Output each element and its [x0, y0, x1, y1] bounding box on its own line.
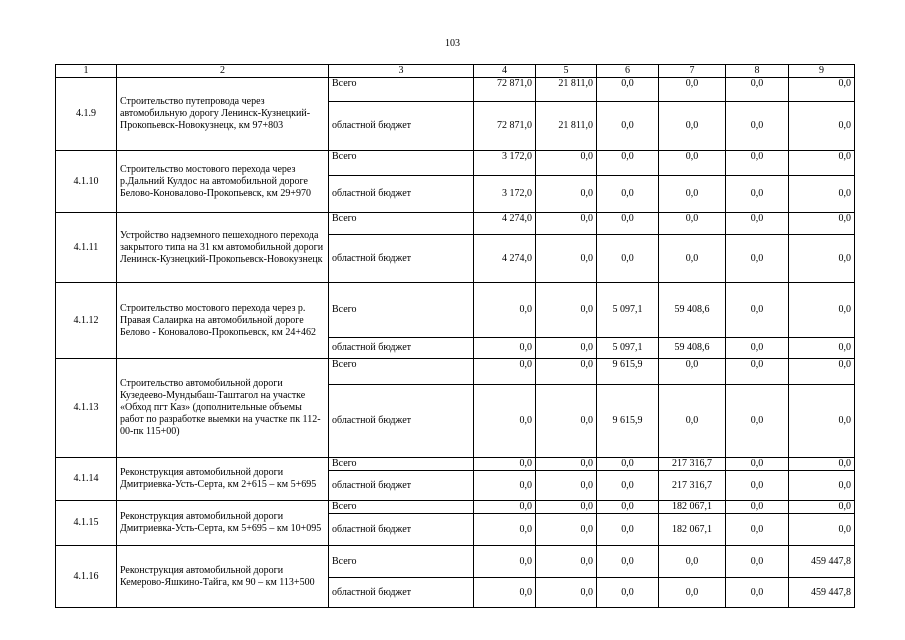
header-cell: 8 [726, 65, 789, 78]
item-name: Строительство мостового перехода через р. Правая Салаирка на автомобильной дороге Белово - Коновалово-Прокопьевск, км 24+462 [117, 283, 329, 359]
amount-cell: 0,0 [474, 385, 536, 458]
item-code: 4.1.13 [56, 359, 117, 458]
amount-cell: 0,0 [474, 578, 536, 608]
funding-source: Всего [329, 458, 474, 471]
amount-cell: 0,0 [659, 176, 726, 213]
amount-cell: 0,0 [597, 458, 659, 471]
amount-cell: 0,0 [474, 514, 536, 546]
amount-cell: 0,0 [536, 213, 597, 235]
amount-cell: 0,0 [536, 514, 597, 546]
header-cell: 5 [536, 65, 597, 78]
amount-cell: 0,0 [789, 213, 855, 235]
amount-cell: 0,0 [597, 151, 659, 176]
amount-cell: 459 447,8 [789, 546, 855, 578]
item-code: 4.1.14 [56, 458, 117, 501]
amount-cell: 0,0 [726, 385, 789, 458]
amount-cell: 0,0 [597, 213, 659, 235]
amount-cell: 0,0 [597, 501, 659, 514]
funding-source: Всего [329, 359, 474, 385]
amount-cell: 0,0 [789, 78, 855, 102]
amount-cell: 0,0 [789, 458, 855, 471]
amount-cell: 0,0 [474, 471, 536, 501]
amount-cell: 0,0 [597, 102, 659, 151]
item-code: 4.1.10 [56, 151, 117, 213]
amount-cell: 0,0 [597, 514, 659, 546]
table-row [56, 458, 855, 471]
amount-cell: 4 274,0 [474, 235, 536, 283]
item-name: Строительство автомобильной дороги Кузедеево-Мундыбаш-Таштагол на участке «Обход пгт Каз» (дополнительные объемы работ по разработке выемки на участке пк 112-00-пк 115+00) [117, 359, 329, 458]
amount-cell: 0,0 [726, 359, 789, 385]
header-cell: 1 [56, 65, 117, 78]
amount-cell: 182 067,1 [659, 514, 726, 546]
amount-cell: 217 316,7 [659, 471, 726, 501]
amount-cell: 0,0 [597, 578, 659, 608]
amount-cell: 4 274,0 [474, 213, 536, 235]
amount-cell: 217 316,7 [659, 458, 726, 471]
table-row [56, 501, 855, 514]
amount-cell: 0,0 [474, 458, 536, 471]
funding-source: областной бюджет [329, 514, 474, 546]
item-name: Строительство путепровода через автомобильную дорогу Ленинск-Кузнецкий-Прокопьевск-Новокузнецк, км 97+803 [117, 78, 329, 151]
amount-cell: 0,0 [536, 471, 597, 501]
amount-cell: 72 871,0 [474, 78, 536, 102]
table-body [56, 78, 855, 608]
amount-cell: 0,0 [726, 471, 789, 501]
amount-cell: 0,0 [726, 235, 789, 283]
amount-cell: 0,0 [536, 338, 597, 359]
item-name: Строительство мостового перехода через р.Дальний Кулдос на автомобильной дороге Белово-Коновалово-Прокопьевск, км 29+970 [117, 151, 329, 213]
amount-cell: 0,0 [726, 151, 789, 176]
amount-cell: 0,0 [789, 359, 855, 385]
item-name: Реконструкция автомобильной дороги Дмитриевка-Усть-Серта, км 5+695 – км 10+095 [117, 501, 329, 546]
amount-cell: 0,0 [789, 235, 855, 283]
item-name: Устройство надземного пешеходного перехода закрытого типа на 31 км автомобильной дороги Ленинск-Кузнецкий-Прокопьевск-Новокузнецк [117, 213, 329, 283]
amount-cell: 459 447,8 [789, 578, 855, 608]
amount-cell: 0,0 [789, 514, 855, 546]
funding-source: областной бюджет [329, 338, 474, 359]
amount-cell: 0,0 [536, 283, 597, 338]
item-name: Реконструкция автомобильной дороги Дмитриевка-Усть-Серта, км 2+615 – км 5+695 [117, 458, 329, 501]
amount-cell: 0,0 [726, 458, 789, 471]
header-cell: 7 [659, 65, 726, 78]
amount-cell: 0,0 [789, 501, 855, 514]
amount-cell: 0,0 [536, 235, 597, 283]
table-row [56, 546, 855, 578]
amount-cell: 0,0 [789, 151, 855, 176]
amount-cell: 0,0 [474, 283, 536, 338]
amount-cell: 0,0 [659, 385, 726, 458]
amount-cell: 0,0 [726, 514, 789, 546]
table-row [56, 213, 855, 235]
header-cell: 3 [329, 65, 474, 78]
amount-cell: 9 615,9 [597, 359, 659, 385]
item-code: 4.1.12 [56, 283, 117, 359]
amount-cell: 0,0 [659, 78, 726, 102]
amount-cell: 0,0 [659, 235, 726, 283]
amount-cell: 0,0 [659, 359, 726, 385]
item-code: 4.1.11 [56, 213, 117, 283]
amount-cell: 0,0 [597, 176, 659, 213]
page-number: 103 [445, 38, 460, 49]
amount-cell: 3 172,0 [474, 176, 536, 213]
funding-source: Всего [329, 78, 474, 102]
amount-cell: 9 615,9 [597, 385, 659, 458]
amount-cell: 21 811,0 [536, 102, 597, 151]
amount-cell: 0,0 [789, 176, 855, 213]
amount-cell: 21 811,0 [536, 78, 597, 102]
amount-cell: 0,0 [789, 102, 855, 151]
funding-source: областной бюджет [329, 102, 474, 151]
amount-cell: 0,0 [726, 501, 789, 514]
funding-source: Всего [329, 151, 474, 176]
amount-cell: 0,0 [726, 102, 789, 151]
funding-source: областной бюджет [329, 385, 474, 458]
amount-cell: 0,0 [597, 78, 659, 102]
amount-cell: 0,0 [536, 578, 597, 608]
item-code: 4.1.15 [56, 501, 117, 546]
amount-cell: 72 871,0 [474, 102, 536, 151]
header-cell: 9 [789, 65, 855, 78]
amount-cell: 0,0 [659, 546, 726, 578]
funding-source: Всего [329, 213, 474, 235]
amount-cell: 0,0 [536, 501, 597, 514]
amount-cell: 0,0 [597, 235, 659, 283]
funding-source: Всего [329, 501, 474, 514]
amount-cell: 0,0 [726, 78, 789, 102]
amount-cell: 0,0 [726, 176, 789, 213]
table-row [56, 151, 855, 176]
amount-cell: 0,0 [536, 385, 597, 458]
amount-cell: 0,0 [474, 338, 536, 359]
header-cell: 2 [117, 65, 329, 78]
amount-cell: 0,0 [659, 102, 726, 151]
amount-cell: 0,0 [726, 283, 789, 338]
amount-cell: 0,0 [536, 176, 597, 213]
amount-cell: 0,0 [659, 578, 726, 608]
item-code: 4.1.16 [56, 546, 117, 608]
amount-cell: 0,0 [789, 283, 855, 338]
funding-source: областной бюджет [329, 235, 474, 283]
amount-cell: 0,0 [536, 359, 597, 385]
table-row [56, 78, 855, 102]
amount-cell: 3 172,0 [474, 151, 536, 176]
amount-cell: 0,0 [726, 338, 789, 359]
amount-cell: 0,0 [726, 546, 789, 578]
funding-source: областной бюджет [329, 176, 474, 213]
amount-cell: 59 408,6 [659, 338, 726, 359]
amount-cell: 0,0 [789, 338, 855, 359]
budget-table [55, 64, 855, 608]
amount-cell: 0,0 [474, 501, 536, 514]
header-cell: 6 [597, 65, 659, 78]
amount-cell: 0,0 [789, 385, 855, 458]
item-code: 4.1.9 [56, 78, 117, 151]
amount-cell: 182 067,1 [659, 501, 726, 514]
amount-cell: 5 097,1 [597, 283, 659, 338]
amount-cell: 0,0 [474, 546, 536, 578]
amount-cell: 0,0 [536, 151, 597, 176]
amount-cell: 5 097,1 [597, 338, 659, 359]
header-row [56, 65, 855, 78]
funding-source: Всего [329, 283, 474, 338]
amount-cell: 0,0 [789, 471, 855, 501]
table-row [56, 283, 855, 338]
amount-cell: 0,0 [536, 546, 597, 578]
amount-cell: 0,0 [597, 546, 659, 578]
amount-cell: 0,0 [659, 213, 726, 235]
funding-source: областной бюджет [329, 471, 474, 501]
amount-cell: 0,0 [536, 458, 597, 471]
amount-cell: 0,0 [474, 359, 536, 385]
header-cell: 4 [474, 65, 536, 78]
funding-source: Всего [329, 546, 474, 578]
funding-source: областной бюджет [329, 578, 474, 608]
amount-cell: 59 408,6 [659, 283, 726, 338]
item-name: Реконструкция автомобильной дороги Кемерово-Яшкино-Тайга, км 90 – км 113+500 [117, 546, 329, 608]
amount-cell: 0,0 [597, 471, 659, 501]
table-row [56, 359, 855, 385]
amount-cell: 0,0 [726, 578, 789, 608]
amount-cell: 0,0 [659, 151, 726, 176]
amount-cell: 0,0 [726, 213, 789, 235]
